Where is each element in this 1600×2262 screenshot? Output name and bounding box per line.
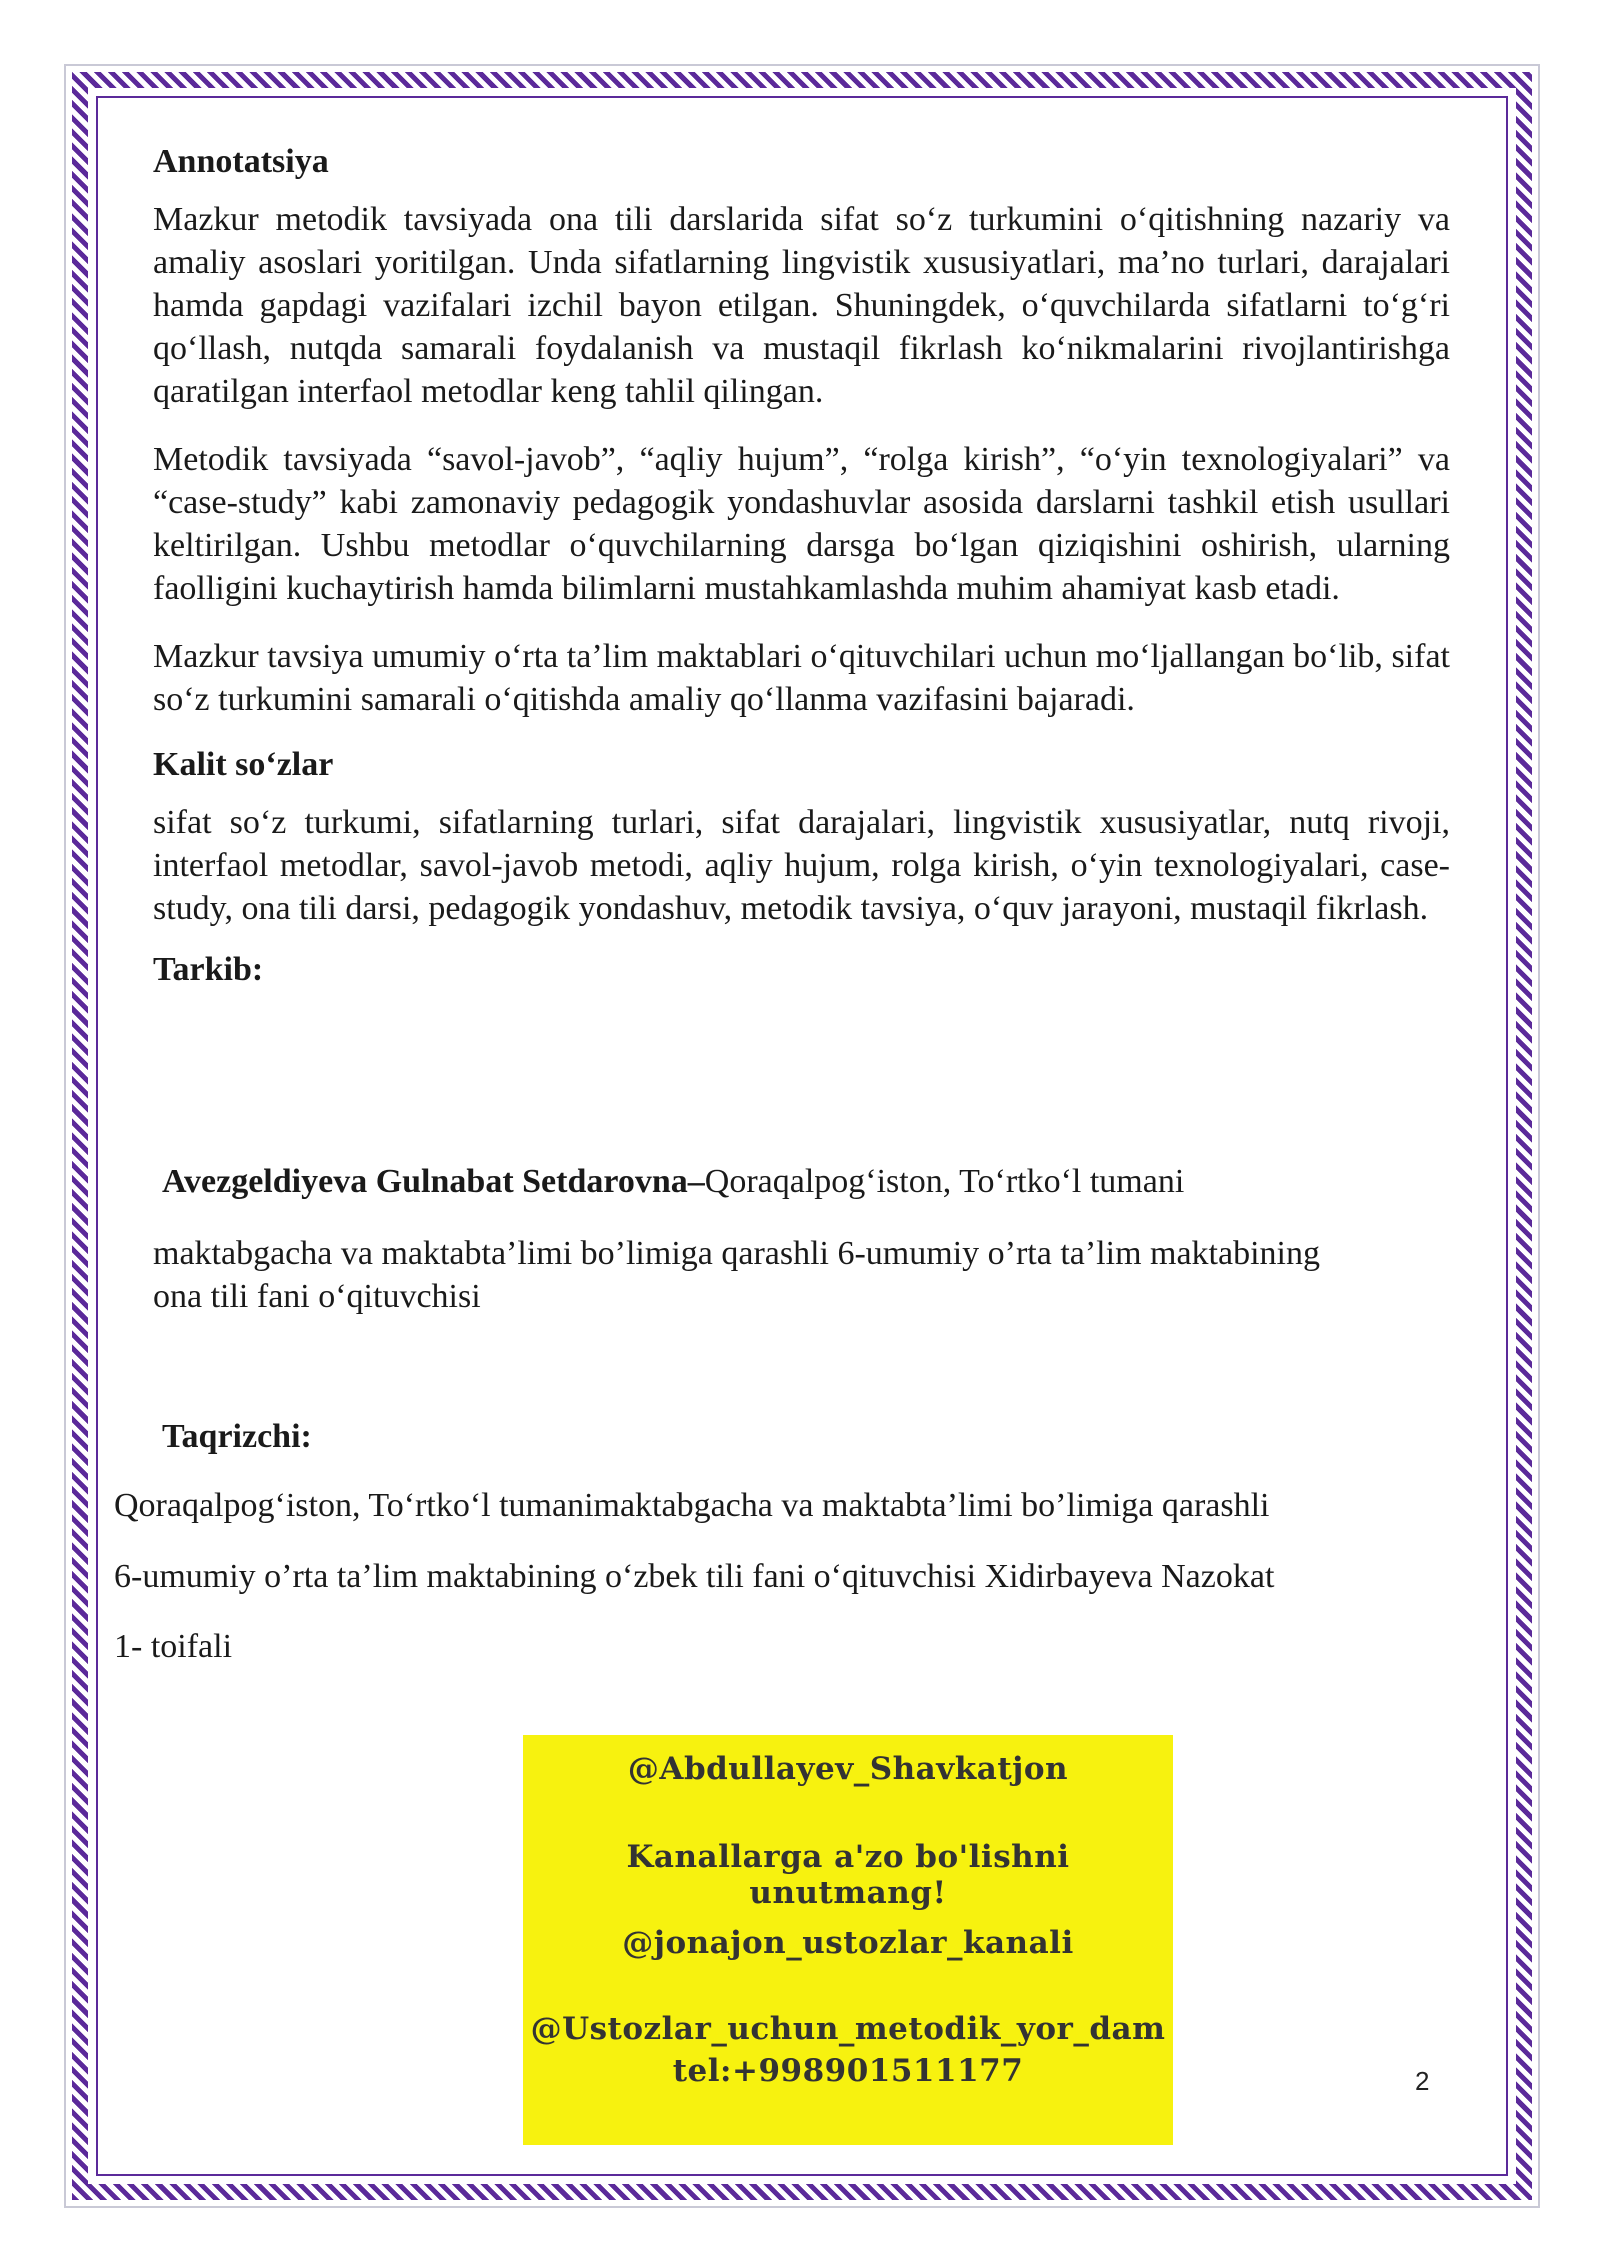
annotation-paragraph-3: Mazkur tavsiya umumiy o‘rta ta’lim maktablari o‘qituvchilari uchun mo‘ljallangan bo‘lib, sifat so‘z turkumini samarali o‘qitishda amaliy qo‘llanma vazifasini bajaradi.	[153, 638, 1450, 719]
author-name: Avezgeldiyeva Gulnabat Setdarovna–	[162, 1163, 705, 1200]
page-content	[153, 140, 1450, 993]
reviewer-line-3: 1- toifali	[114, 1628, 233, 1665]
channel-promo-banner	[523, 1735, 1173, 2145]
reviewer-line-2: 6-umumiy o’rta ta’lim maktabining o‘zbek tili fani o‘qituvchisi Xidirbayeva Nazokat	[114, 1558, 1275, 1595]
keywords-text: sifat so‘z turkumi, sifatlarning turlari, sifat darajalari, lingvistik xususiyatlar, nutq rivoji, interfaol metodlar, savol-javob metodi, aqliy hujum, rolga kirish, o‘yin texnologiyalari, case-study, ona tili darsi, pedagogik yondashuv, metodik tavsiya, o‘quv jarayoni, mustaqil fikrlash.	[153, 804, 1450, 928]
annotation-paragraph-2: Metodik tavsiyada “savol-javob”, “aqliy hujum”, “rolga kirish”, “o‘yin texnologiyalari” va “case-study” kabi zamonaviy pedagogik yondashuvlar asosida darslarni tashkil etish usullari keltirilgan. Ushbu metodlar o‘quvchilarning darsga bo‘lgan qiziqishini oshirish, ularning faolligini kuchaytirish hamda bilimlarni mustahkamlashda muhim ahamiyat kasb etadi.	[153, 441, 1450, 608]
promo-message: Kanallarga a'zo bo'lishni unutmang!	[626, 1839, 1070, 1911]
annotation-paragraph-1: Mazkur metodik tavsiyada ona tili darslarida sifat so‘z turkumini o‘qitishning nazariy va amaliy asoslari yoritilgan. Unda sifatlarning lingvistik xususiyatlari, ma’no turlari, darajalari hamda gapdagi vazifalari izchil bayon etilgan. Shuningdek, o‘quvchilarda sifatlarni to‘g‘ri qo‘llash, nutqda samarali foydalanish va mustaqil fikrlash ko‘nikmalarini rivojlantirishga qaratilgan interfaol metodlar keng tahlil qilingan.	[153, 201, 1450, 411]
promo-phone: tel:+998901511177	[672, 2053, 1024, 2089]
promo-handle-1: @Abdullayev_Shavkatjon	[627, 1751, 1069, 1787]
page-number: 2	[1415, 2066, 1430, 2096]
author-line-3: ona tili fani o‘qituvchisi	[153, 1278, 481, 1315]
annotation-heading: Annotatsiya	[153, 143, 329, 180]
author-line-2: maktabgacha va maktabta’limi bo’limiga qarashli 6-umumiy o’rta ta’lim maktabining	[153, 1235, 1320, 1272]
reviewer-line-1: Qoraqalpog‘iston, To‘rtko‘l tumanimaktabgacha va maktabta’limi bo’limiga qarashli	[114, 1487, 1270, 1524]
author-place: Qoraqalpog‘iston, To‘rtko‘l tumani	[704, 1163, 1185, 1200]
promo-handle-3: @Ustozlar_uchun_metodik_yor_dam	[530, 2011, 1166, 2047]
composition-heading: Tarkib:	[153, 951, 264, 989]
keywords-heading: Kalit so‘zlar	[153, 746, 334, 784]
reviewer-heading: Taqrizchi:	[162, 1418, 312, 1455]
author-line	[162, 1160, 1462, 1203]
promo-handle-2: @jonajon_ustozlar_kanali	[622, 1925, 1074, 1961]
